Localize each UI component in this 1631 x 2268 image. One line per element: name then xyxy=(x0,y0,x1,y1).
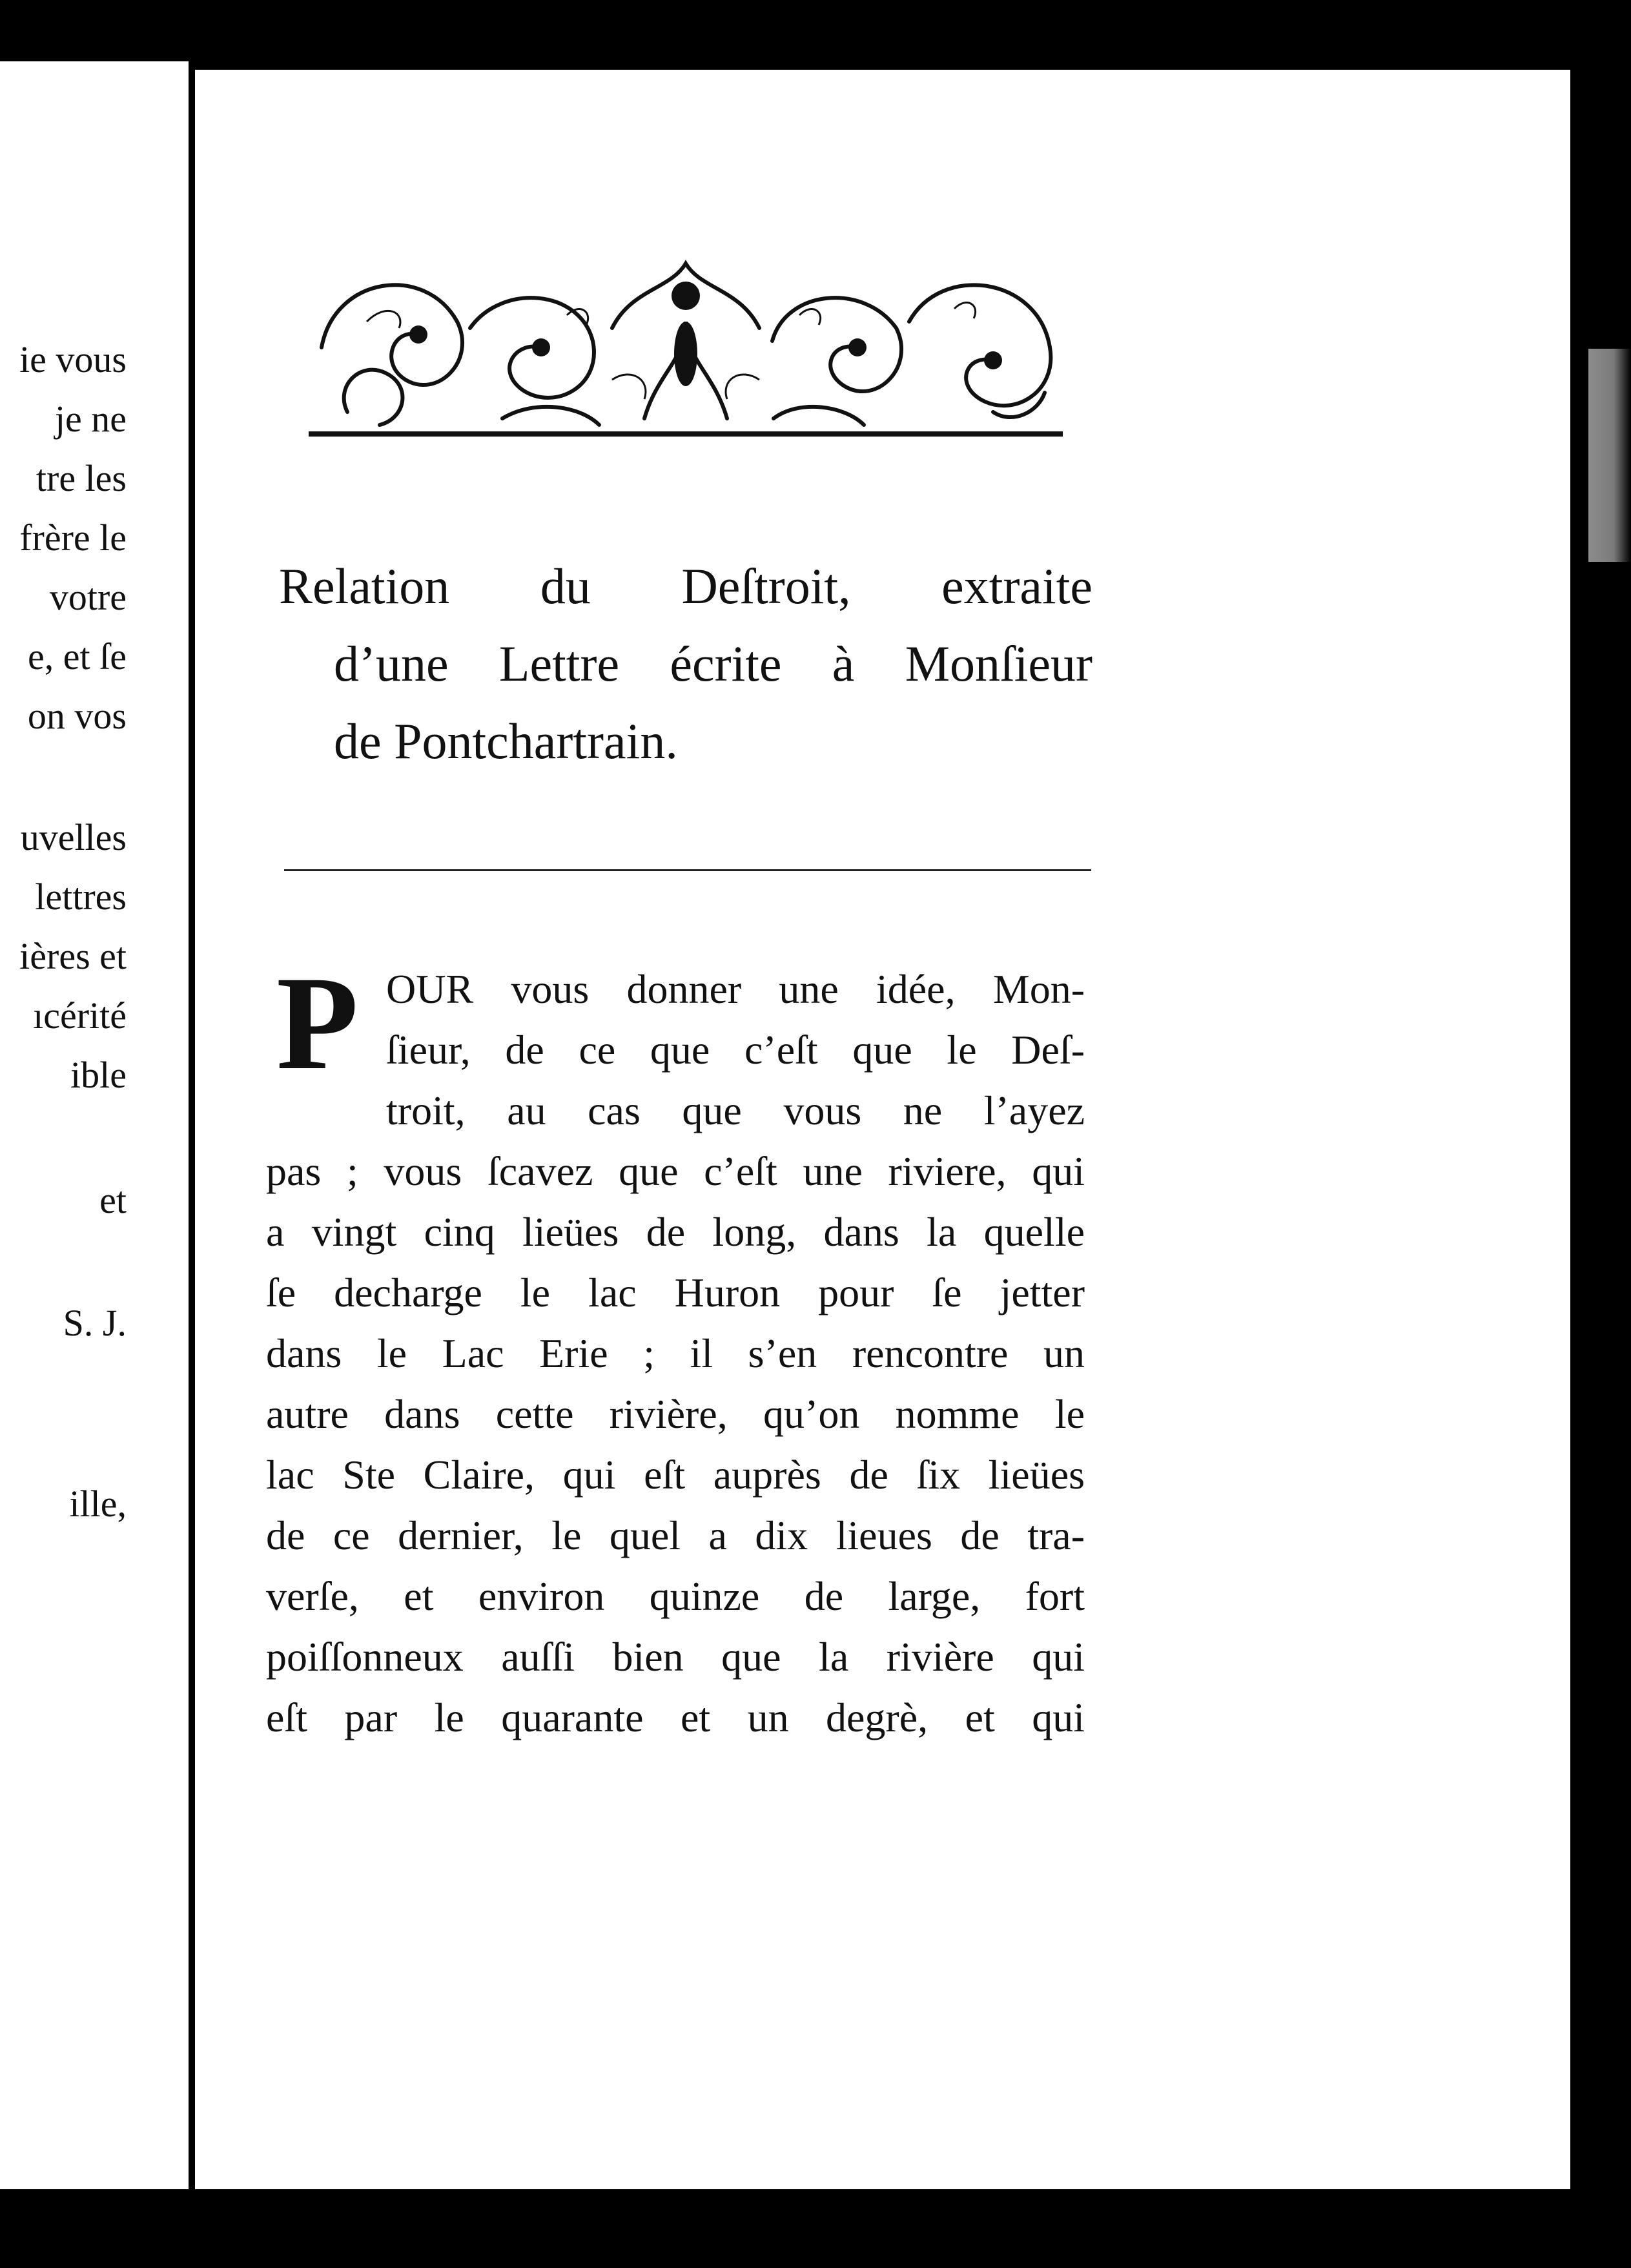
body-line: eſt par le quarante et un degrè, et qui xyxy=(266,1695,1085,1740)
facing-line: e, et ſe xyxy=(28,635,127,677)
body-line: a vingt cinq lieües de long, dans la quelle xyxy=(266,1209,1085,1255)
scan-border-top xyxy=(0,0,1631,61)
facing-line: et xyxy=(99,1179,127,1221)
facing-line: ible xyxy=(70,1054,127,1096)
body-line: dans le Lac Erie ; il s’en rencontre un xyxy=(266,1330,1085,1376)
body-line: troit, au cas que vous ne l’ayez xyxy=(386,1088,1085,1133)
facing-line: S. J. xyxy=(63,1302,127,1344)
body-line: ſieur, de ce que c’eſt que le Deſ- xyxy=(386,1027,1085,1073)
facing-line: uvelles xyxy=(20,816,127,858)
facing-line: ie vous xyxy=(19,338,127,380)
facing-line: votre xyxy=(49,576,127,618)
body-line: de ce dernier, le quel a dix lieues de tra- xyxy=(266,1512,1085,1558)
facing-line: je ne xyxy=(54,398,127,440)
drop-cap: P xyxy=(276,949,359,1097)
page-edge-shadow xyxy=(1588,349,1631,562)
headpiece-ornament xyxy=(309,251,1063,439)
scan-border-bottom xyxy=(0,2189,1631,2268)
body-line: poiſſonneux auſſi bien que la rivière qui xyxy=(266,1634,1085,1680)
body-line: pas ; vous ſcavez que c’eſt une riviere, qui xyxy=(266,1148,1085,1194)
body-line: OUR vous donner une idée, Mon- xyxy=(386,966,1085,1012)
facing-line: ières et xyxy=(19,935,127,977)
title-line: d’une Lettre écrite à Monſieur xyxy=(334,635,1092,692)
body-line: lac Ste Claire, qui eſt auprès de ſix lieües xyxy=(266,1452,1085,1498)
section-title xyxy=(279,548,1092,780)
facing-line: tre les xyxy=(36,457,127,499)
title-line: Relation du Deſtroit, extraite xyxy=(279,558,1092,614)
horizontal-rule xyxy=(284,869,1091,871)
title-line: de Pontchartrain. xyxy=(334,713,678,769)
body-line: ſe decharge le lac Huron pour ſe jetter xyxy=(266,1270,1085,1315)
facing-page xyxy=(0,61,192,2189)
body-line: verſe, et environ quinze de large, fort xyxy=(266,1573,1085,1619)
facing-line: ille, xyxy=(69,1483,127,1525)
facing-line: frère le xyxy=(19,517,127,559)
facing-line: ıcérité xyxy=(33,995,127,1036)
facing-line: lettres xyxy=(35,876,127,918)
body-line: autre dans cette rivière, qu’on nomme le xyxy=(266,1391,1085,1437)
facing-line: on vos xyxy=(27,695,127,737)
page-gutter xyxy=(189,61,195,2189)
